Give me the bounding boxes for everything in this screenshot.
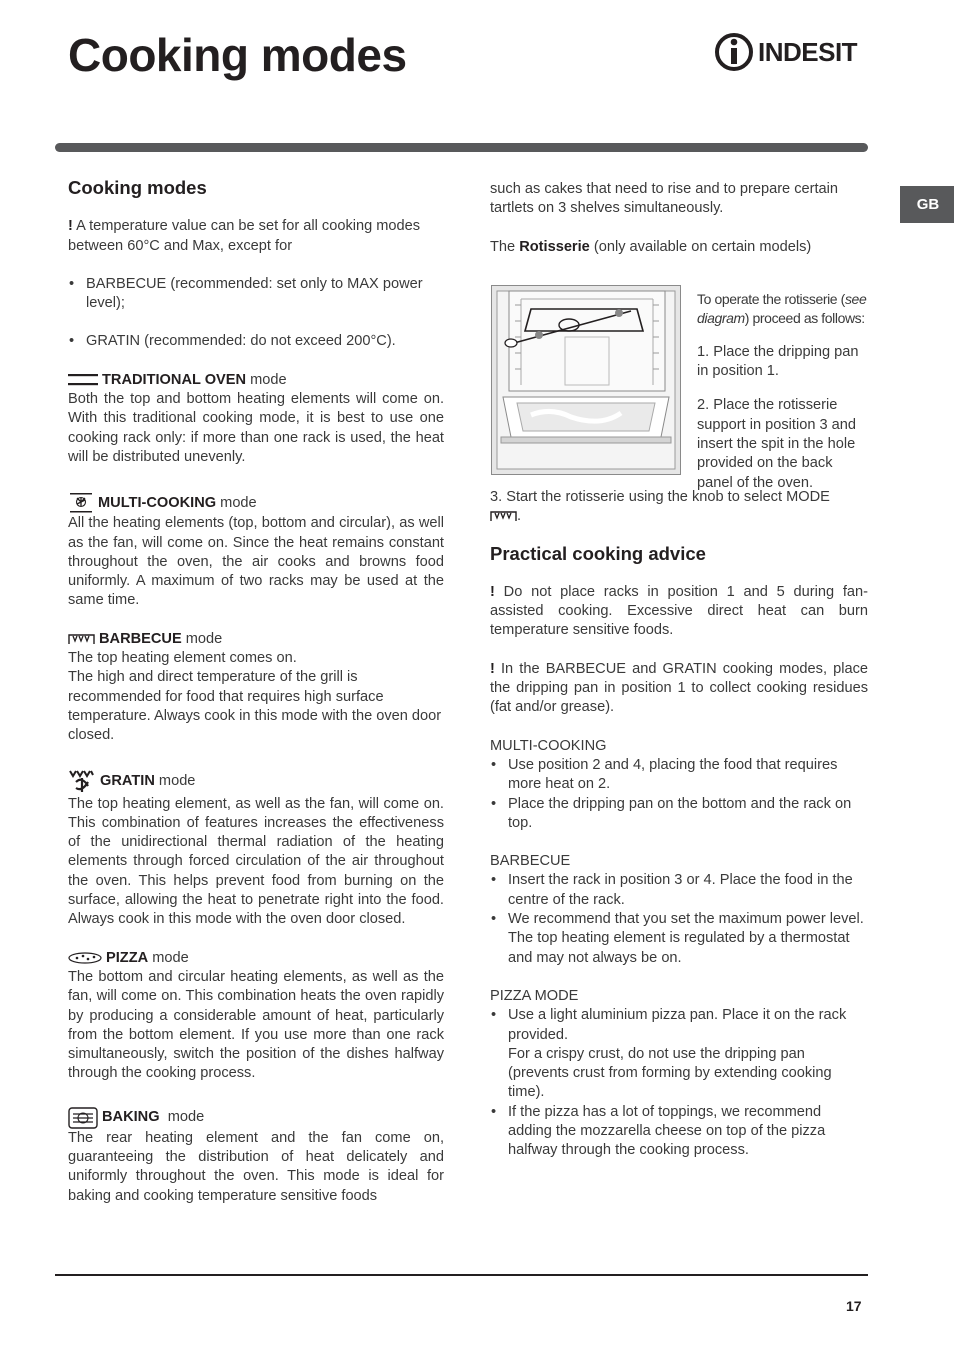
list-item: • Use a light aluminium pizza pan. Place it on the rack provided. For a crispy crust, do not use the dripping pan (prevents crust from forming by extending cooking time). bbox=[490, 1006, 868, 1102]
list-item: • If the pizza has a lot of toppings, we recommend adding the mozzarella cheese on top of the pizza halfway through the cooking process. bbox=[490, 1103, 868, 1161]
oven-rotisserie-illustration bbox=[491, 285, 681, 475]
indesit-logo-icon bbox=[714, 28, 870, 76]
advice-list bbox=[490, 871, 868, 967]
language-tab: GB bbox=[900, 186, 954, 223]
mode-heading-gratin: GRATIN mode bbox=[68, 769, 444, 795]
rotisserie-step-3: 3. Start the rotisserie using the knob to select MODE . bbox=[490, 489, 830, 525]
mode-heading-traditional: TRADITIONAL OVEN mode bbox=[68, 371, 444, 390]
mode-description: Both the top and bottom heating elements will come on. With this traditional cooking mode, it is best to use one cooking rack only: if more than one rack is used, the heat will be distributed unevenly. bbox=[68, 391, 444, 465]
exception-list bbox=[68, 332, 444, 351]
rotisserie-step-2: 2. Place the rotisserie support in position 3 and insert the spit in the hole provided on the back panel of the oven. bbox=[697, 397, 857, 491]
rotisserie-heading: The Rotisserie (only available on certain models) bbox=[490, 238, 812, 255]
rotisserie-diagram bbox=[491, 285, 681, 475]
right-column-lower bbox=[490, 488, 868, 1161]
mode-heading-multi-cooking: MULTI-COOKING mode bbox=[68, 492, 444, 514]
intro-note: ! A temperature value can be set for all cooking modes between 60°C and Max, except for bbox=[68, 218, 421, 254]
left-column bbox=[68, 178, 444, 1206]
mode-description: The top heating element, as well as the fan, will come on. This combination of features increases the effectiveness of the unidirectional thermal radiation of the heating elements through forced circulation of the air throughout the oven. This helps prevent food from burning on the surface, allowing the heat to penetrate right into the food. Always cook in this mode with the oven door closed. bbox=[68, 795, 444, 928]
advice-note: ! Do not place racks in position 1 and 5 during fan-assisted cooking. Excessive direct heat can burn temperature sensitive foods. bbox=[490, 583, 869, 639]
mode-description: The rear heating element and the fan come on, guaranteeing the distribution of heat delicately and uniformly throughout the oven. This mode is ideal for baking and cooking temperature sensitive foods bbox=[68, 1129, 444, 1204]
rotisserie-step-1: 1. Place the dripping pan in position 1. bbox=[697, 344, 859, 380]
mode-heading-baking: BAKING mode bbox=[68, 1107, 444, 1129]
mode-heading-pizza: PIZZA mode bbox=[68, 949, 444, 968]
advice-label: PIZZA MODE bbox=[490, 987, 579, 1004]
gratin-icon bbox=[68, 769, 96, 795]
list-item: • Insert the rack in position 3 or 4. Place the food in the centre of the rack. bbox=[490, 871, 868, 910]
header-divider bbox=[55, 143, 868, 152]
mode-description: The bottom and circular heating elements, as well as the fan, will come on. This combination heats the oven rapidly by producing a considerable amount of heat, particularly from the bottom element. If you use more than one rack simultaneously, switch the position of the dishes halfway through the cooking process. bbox=[68, 968, 444, 1082]
barbecue-icon bbox=[490, 510, 517, 522]
rotisserie-intro: To operate the rotisserie (see diagram) proceed as follows: bbox=[697, 291, 867, 327]
advice-label: MULTI-COOKING bbox=[490, 737, 607, 754]
mode-description: The top heating element comes on. The high and direct temperature of the grill is recommended for food that requires high surface temperature. Always cook in this mode with the oven door closed. bbox=[68, 650, 442, 744]
multi-cooking-icon bbox=[68, 492, 94, 514]
baking-icon bbox=[68, 1107, 98, 1129]
advice-list bbox=[490, 1006, 868, 1160]
mode-description: All the heating elements (top, bottom and circular), as well as the fan, will come on. Since the heat remains constant throughout the oven, the air cooks and browns food uniformly. A maximum of two racks may be used at the same time. bbox=[68, 515, 444, 609]
footer-divider bbox=[55, 1274, 868, 1276]
right-column bbox=[490, 180, 868, 257]
barbecue-icon bbox=[68, 633, 95, 645]
list-item: • Use position 2 and 4, placing the food that requires more heat on 2. bbox=[490, 756, 868, 795]
mode-heading-barbecue: BARBECUE mode bbox=[68, 630, 444, 649]
list-item: • We recommend that you set the maximum power level. The top heating element is regulated by a thermostat and may not always be on. bbox=[490, 910, 868, 968]
advice-list bbox=[490, 756, 868, 833]
section-heading: Cooking modes bbox=[68, 177, 207, 198]
page-title: Cooking modes bbox=[68, 29, 407, 81]
advice-label: BARBECUE bbox=[490, 853, 571, 870]
brand-logo bbox=[714, 28, 870, 76]
list-item: • Place the dripping pan on the bottom and the rack on top. bbox=[490, 795, 868, 834]
pizza-icon bbox=[68, 952, 102, 964]
rotisserie-instructions bbox=[697, 276, 869, 507]
baking-continuation: such as cakes that need to rise and to prepare certain tartlets on 3 shelves simultaneously. bbox=[490, 181, 839, 217]
advice-note: ! In the BARBECUE and GRATIN cooking modes, place the dripping pan in position 1 to collect cooking residues (fat and/or grease). bbox=[490, 660, 868, 716]
svg-text:INDESIT: INDESIT bbox=[758, 37, 858, 67]
list-item: • BARBECUE (recommended: set only to MAX power level); bbox=[68, 275, 444, 314]
list-item: • GRATIN (recommended: do not exceed 200°C). bbox=[68, 332, 444, 351]
page-number: 17 bbox=[846, 1298, 862, 1314]
section-heading: Practical cooking advice bbox=[490, 542, 706, 564]
traditional-oven-icon bbox=[68, 373, 98, 387]
exception-list bbox=[68, 275, 444, 314]
